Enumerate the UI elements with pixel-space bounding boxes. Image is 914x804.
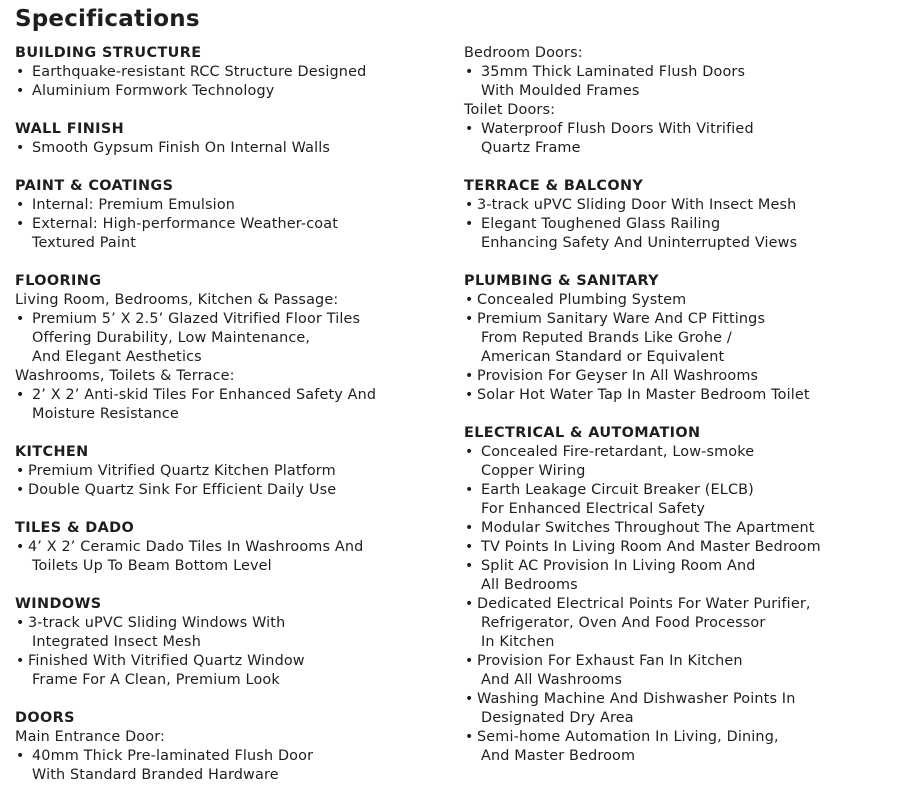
section-heading: FLOORING [15,273,102,289]
bullet-continuation: And Master Bedroom [481,748,636,764]
section-plumbing-sanitary [464,272,904,405]
bullet-item: • Premium Sanitary Ware And CP Fittings [464,310,904,329]
bullet-item: • Modular Switches Throughout The Apartment [464,519,904,538]
bullet-continuation: Toilets Up To Beam Bottom Level [32,558,272,574]
bullet-item: • Double Quartz Sink For Efficient Daily Use [15,481,455,500]
bullet-item: • 4’ X 2’ Ceramic Dado Tiles In Washrooms And [15,538,455,557]
bullet-item: • Dedicated Electrical Points For Water Purifier, [464,595,904,614]
bullet-item: • Split AC Provision In Living Room And [464,557,904,576]
page-title: Specifications [15,6,200,32]
section-doors-continued [464,44,904,158]
bullet-item: • Provision For Geyser In All Washrooms [464,367,904,386]
bullet-continuation: Moisture Resistance [32,406,179,422]
section-heading: ELECTRICAL & AUTOMATION [464,425,701,441]
right-column [464,44,904,785]
section-building-structure [15,44,455,101]
section-heading: PAINT & COATINGS [15,178,174,194]
subheading: Bedroom Doors: [464,45,583,61]
section-heading: WINDOWS [15,596,102,612]
section-heading: TERRACE & BALCONY [464,178,644,194]
bullet-continuation: Copper Wiring [481,463,586,479]
bullet-continuation: For Enhanced Electrical Safety [481,501,706,517]
bullet-continuation: Designated Dry Area [481,710,634,726]
section-heading: DOORS [15,710,75,726]
subheading: Toilet Doors: [464,102,556,118]
bullet-continuation: And Elegant Aesthetics [32,349,202,365]
bullet-item: • External: High-performance Weather-coat [15,215,455,234]
bullet-continuation: Quartz Frame [481,140,581,156]
section-electrical-automation [464,424,904,766]
bullet-continuation: Offering Durability, Low Maintenance, [32,330,311,346]
bullet-continuation: American Standard or Equivalent [481,349,725,365]
subheading: Living Room, Bedrooms, Kitchen & Passage: [15,292,339,308]
bullet-item: • Smooth Gypsum Finish On Internal Walls [15,139,455,158]
bullet-item: • Finished With Vitrified Quartz Window [15,652,455,671]
bullet-item: • Earthquake-resistant RCC Structure Designed [15,63,455,82]
section-heading: PLUMBING & SANITARY [464,273,660,289]
bullet-continuation: With Moulded Frames [481,83,640,99]
section-heading: TILES & DADO [15,520,135,536]
bullet-item: • Premium Vitrified Quartz Kitchen Platform [15,462,455,481]
bullet-item: • Semi-home Automation In Living, Dining, [464,728,904,747]
bullet-item: • 3-track uPVC Sliding Door With Insect Mesh [464,196,904,215]
section-heading: KITCHEN [15,444,89,460]
bullet-item: • 35mm Thick Laminated Flush Doors [464,63,904,82]
bullet-item: • Provision For Exhaust Fan In Kitchen [464,652,904,671]
bullet-continuation: Refrigerator, Oven And Food Processor [481,615,766,631]
section-heading: WALL FINISH [15,121,125,137]
bullet-continuation: All Bedrooms [481,577,578,593]
bullet-continuation: Frame For A Clean, Premium Look [32,672,280,688]
section-flooring [15,272,455,424]
bullet-continuation: From Reputed Brands Like Grohe / [481,330,732,346]
bullet-item: • Waterproof Flush Doors With Vitrified [464,120,904,139]
bullet-item: • 3-track uPVC Sliding Windows With [15,614,455,633]
section-paint-coatings [15,177,455,253]
subheading: Main Entrance Door: [15,729,166,745]
bullet-item: • TV Points In Living Room And Master Bedroom [464,538,904,557]
bullet-item: • Premium 5’ X 2.5’ Glazed Vitrified Floor Tiles [15,310,455,329]
section-kitchen [15,443,455,500]
bullet-item: • Concealed Plumbing System [464,291,904,310]
bullet-continuation: Textured Paint [32,235,137,251]
bullet-item: • 40mm Thick Pre-laminated Flush Door [15,747,455,766]
section-terrace-balcony [464,177,904,253]
section-heading: BUILDING STRUCTURE [15,45,202,61]
subheading: Washrooms, Toilets & Terrace: [15,368,235,384]
bullet-continuation: Enhancing Safety And Uninterrupted Views [481,235,798,251]
bullet-continuation: With Standard Branded Hardware [32,767,279,783]
bullet-item: • Elegant Toughened Glass Railing [464,215,904,234]
section-windows [15,595,455,690]
bullet-continuation: Integrated Insect Mesh [32,634,201,650]
left-column [15,44,455,804]
bullet-item: • Internal: Premium Emulsion [15,196,455,215]
bullet-item: • Aluminium Formwork Technology [15,82,455,101]
bullet-continuation: In Kitchen [481,634,555,650]
bullet-item: • Washing Machine And Dishwasher Points In [464,690,904,709]
bullet-item: • Concealed Fire-retardant, Low-smoke [464,443,904,462]
section-doors [15,709,455,785]
bullet-item: • 2’ X 2’ Anti-skid Tiles For Enhanced Safety And [15,386,455,405]
section-wall-finish [15,120,455,158]
bullet-item: • Earth Leakage Circuit Breaker (ELCB) [464,481,904,500]
section-tiles-dado [15,519,455,576]
bullet-item: • Solar Hot Water Tap In Master Bedroom Toilet [464,386,904,405]
bullet-continuation: And All Washrooms [481,672,623,688]
